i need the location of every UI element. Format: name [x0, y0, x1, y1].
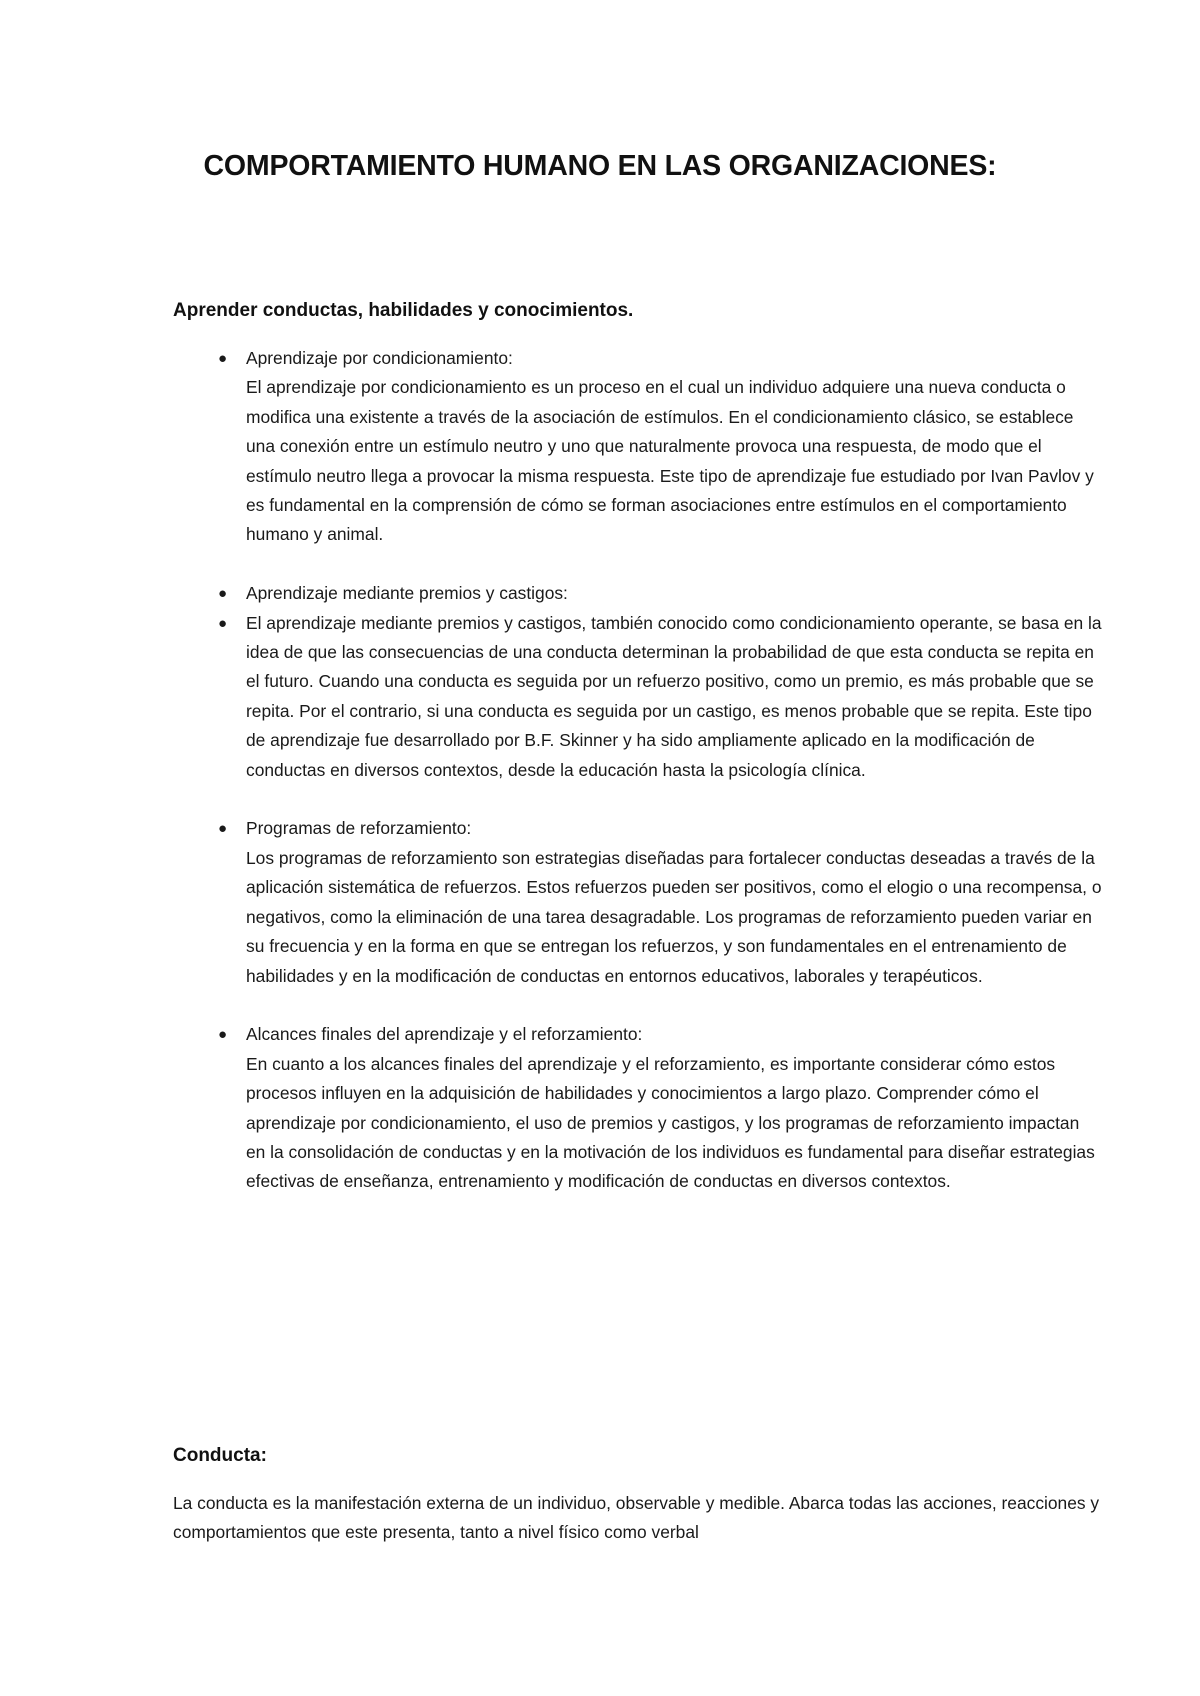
- section-heading-aprender: Aprender conductas, habilidades y conocimientos.: [173, 300, 634, 321]
- bullet-list-aprendizaje: [173, 344, 1103, 1197]
- document-title: COMPORTAMIENTO HUMANO EN LAS ORGANIZACIONES:: [203, 150, 997, 182]
- item-heading: Programas de reforzamiento:: [246, 818, 472, 839]
- list-item-programas-reforzamiento: [173, 814, 1103, 990]
- item-body: El aprendizaje mediante premios y castigos, también conocido como condicionamiento operante, se basa en la idea de que las consecuencias de una conducta determinan la probabilidad de que esta conducta se repita en el futuro. Cuando una conducta es seguida por un refuerzo positivo, como un premio, es más probable que se repita. Por el contrario, si una conducta es seguida por un castigo, es menos probable que se repita. Este tipo de aprendizaje fue desarrollado por B.F. Skinner y ha sido ampliamente aplicado en la modificación de conductas en diversos contextos, desde la educación hasta la psicología clínica.: [246, 612, 1102, 780]
- item-body: En cuanto a los alcances finales del aprendizaje y el reforzamiento, es importante considerar cómo estos procesos influyen en la adquisición de habilidades y conocimientos a largo plazo. Comprender cómo el aprendizaje por condicionamiento, el uso de premios y castigos, y los programas de reforzamiento impactan en la consolidación de conductas y en la motivación de los individuos es fundamental para diseñar estrategias efectivas de enseñanza, entrenamiento y modificación de conductas en diversos contextos.: [246, 1053, 1095, 1192]
- conducta-paragraph: La conducta es la manifestación externa de un individuo, observable y medible. Abarca todas las acciones, reacciones y comportamientos que este presenta, tanto a nivel físico como verbal: [173, 1493, 1100, 1543]
- list-item-alcances-finales: [173, 1020, 1103, 1196]
- item-body: El aprendizaje por condicionamiento es un proceso en el cual un individuo adquiere una nueva conducta o modifica una existente a través de la asociación de estímulos. En el condicionamiento clásico, se establece una conexión entre un estímulo neutro y uno que naturalmente provoca una respuesta, de modo que el estímulo neutro llega a provocar la misma respuesta. Este tipo de aprendizaje fue estudiado por Ivan Pavlov y es fundamental en la comprensión de cómo se forman asociaciones entre estímulos en el comportamiento humano y animal.: [246, 377, 1094, 545]
- item-heading: Aprendizaje mediante premios y castigos:: [246, 583, 568, 604]
- item-heading: Aprendizaje por condicionamiento:: [246, 348, 513, 368]
- list-item-premios-castigos-body: [173, 609, 1103, 785]
- item-body: Los programas de reforzamiento son estrategias diseñadas para fortalecer conductas deseadas a través de la aplicación sistemática de refuerzos. Estos refuerzos pueden ser positivos, como el elogio o una recompensa, o negativos, como la eliminación de una tarea desagradable. Los programas de reforzamiento pueden variar en su frecuencia y en la forma en que se entregan los refuerzos, y son fundamentales en el entrenamiento de habilidades y en la modificación de conductas en entornos educativos, laborales y terapéuticos.: [246, 847, 1102, 986]
- bullet-icon: ●: [218, 820, 228, 838]
- bullet-icon: ●: [218, 585, 228, 603]
- bullet-icon: ●: [218, 350, 228, 367]
- list-item-premios-castigos-heading: [173, 579, 1103, 608]
- bullet-icon: ●: [218, 1026, 228, 1044]
- section-heading-conducta: Conducta:: [173, 1445, 267, 1466]
- list-item-condicionamiento: [173, 344, 1103, 550]
- item-heading: Alcances finales del aprendizaje y el reforzamiento:: [246, 1024, 643, 1045]
- bullet-icon: ●: [218, 614, 228, 632]
